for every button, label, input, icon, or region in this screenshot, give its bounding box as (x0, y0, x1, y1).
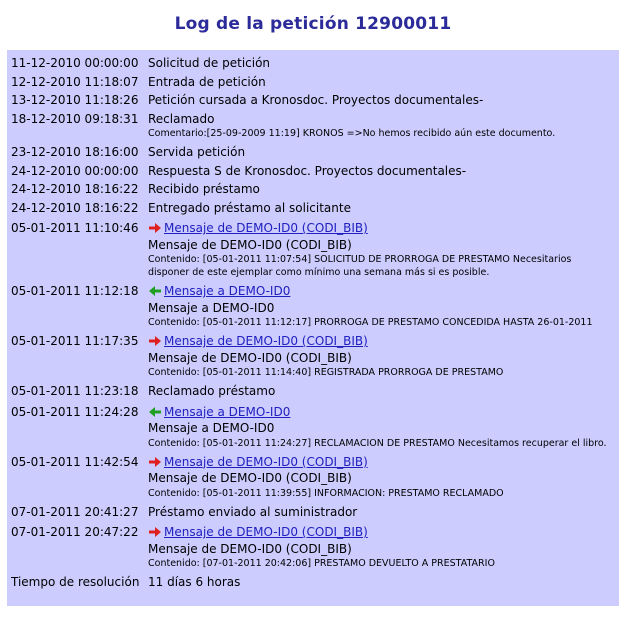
log-date: 24-12-2010 00:00:00 (11, 163, 139, 178)
page-title: Log de la petición 12900011 (174, 14, 452, 34)
log-table (10, 53, 616, 591)
log-date: 05-01-2011 11:42:54 (11, 454, 139, 469)
arrow-right-icon (148, 222, 162, 234)
log-date: 05-01-2011 11:10:46 (11, 221, 139, 235)
message-cell (147, 329, 616, 379)
log-event-text: Recibido préstamo (148, 182, 260, 196)
log-event (147, 140, 616, 161)
message-link[interactable]: Mensaje de DEMO-ID0 (CODI_BIB) (164, 525, 368, 539)
log-row (10, 500, 616, 521)
log-event-text: Reclamado (148, 111, 215, 126)
message-row (10, 216, 616, 279)
log-row (10, 161, 616, 180)
arrow-left-icon (148, 406, 162, 418)
log-date: 24-12-2010 18:16:22 (11, 200, 139, 215)
log-date: 05-01-2011 11:24:28 (11, 404, 139, 419)
message-row (10, 520, 616, 570)
message-sender: Mensaje de DEMO-ID0 (CODI_BIB) (148, 541, 352, 556)
log-date: 05-01-2011 11:23:18 (11, 384, 139, 398)
message-link[interactable]: Mensaje de DEMO-ID0 (CODI_BIB) (164, 334, 368, 348)
message-cell (147, 450, 616, 500)
log-row (10, 72, 616, 91)
message-content: Contenido: [05-01-2011 11:14:40] REGISTRADA PRORROGA DE PRESTAMO (148, 367, 504, 378)
log-event-text: Solicitud de petición (148, 56, 271, 70)
log-event (147, 90, 616, 109)
message-content: Contenido: [05-01-2011 11:07:54] SOLICITUD DE PRORROGA DE PRESTAMO Necesitarios disponer de este ejemplar como mínimo una semana más si es posible. (148, 254, 572, 278)
log-row (10, 53, 616, 72)
resolution-value: 11 días 6 horas (148, 575, 241, 589)
message-content: Contenido: [05-01-2011 11:12:17] PRORROGA DE PRESTAMO CONCEDIDA HASTA 26-01-2011 (148, 317, 593, 328)
log-event (147, 179, 616, 198)
log-row (10, 140, 616, 161)
arrow-right-icon (148, 526, 162, 538)
log-date: 07-01-2011 20:47:22 (11, 525, 139, 539)
log-row (10, 179, 616, 198)
log-row (10, 198, 616, 217)
message-row (10, 400, 616, 450)
log-panel (6, 49, 620, 607)
message-sender: Mensaje a DEMO-ID0 (148, 421, 275, 435)
log-row (10, 379, 616, 400)
log-event (147, 198, 616, 217)
arrow-left-icon (148, 285, 162, 297)
resolution-row (10, 570, 616, 591)
log-event-text: Reclamado préstamo (148, 384, 276, 398)
message-row (10, 450, 616, 500)
log-event (147, 379, 616, 400)
message-sender: Mensaje de DEMO-ID0 (CODI_BIB) (148, 350, 352, 365)
resolution-label: Tiempo de resolución (11, 575, 140, 589)
log-date: 05-01-2011 11:17:35 (11, 334, 139, 348)
log-date: 07-01-2011 20:41:27 (11, 504, 139, 519)
message-cell (147, 279, 616, 329)
message-row (10, 279, 616, 329)
log-date: 24-12-2010 18:16:22 (11, 182, 139, 196)
message-sender: Mensaje de DEMO-ID0 (CODI_BIB) (148, 237, 352, 252)
log-event-text: Servida petición (148, 145, 246, 159)
message-sender: Mensaje a DEMO-ID0 (148, 300, 275, 315)
message-row (10, 329, 616, 379)
log-row (10, 90, 616, 109)
log-event (147, 109, 616, 141)
log-date: 13-12-2010 11:18:26 (11, 93, 139, 107)
log-event-text: Préstamo enviado al suministrador (148, 504, 358, 519)
log-date: 18-12-2010 09:18:31 (11, 111, 139, 126)
log-event-text: Entrada de petición (148, 74, 266, 89)
log-event-text: Entregado préstamo al solicitante (148, 200, 351, 215)
log-event-text: Respuesta S de Kronosdoc. Proyectos documentales- (148, 163, 467, 178)
arrow-right-icon (148, 456, 162, 468)
message-link[interactable]: Mensaje de DEMO-ID0 (CODI_BIB) (164, 221, 368, 235)
message-content: Contenido: [07-01-2011 20:42:06] PRESTAMO DEVUELTO A PRESTATARIO (148, 558, 495, 569)
message-content: Contenido: [05-01-2011 11:24:27] RECLAMACION DE PRESTAMO Necesitamos recuperar el libro. (148, 437, 607, 449)
message-link[interactable]: Mensaje a DEMO-ID0 (164, 284, 291, 298)
message-cell (147, 400, 616, 450)
log-date: 05-01-2011 11:12:18 (11, 284, 139, 298)
log-date: 12-12-2010 11:18:07 (11, 74, 139, 89)
log-comment: Comentario:[25-09-2009 11:19] KRONOS =>No hemos recibido aún este documento. (148, 128, 556, 139)
message-link[interactable]: Mensaje a DEMO-ID0 (164, 404, 291, 419)
message-link[interactable]: Mensaje de DEMO-ID0 (CODI_BIB) (164, 454, 368, 469)
log-event (147, 53, 616, 72)
log-date: 23-12-2010 18:16:00 (11, 145, 139, 159)
log-event (147, 500, 616, 521)
log-event (147, 161, 616, 180)
log-row (10, 109, 616, 141)
message-cell (147, 520, 616, 570)
log-date: 11-12-2010 00:00:00 (11, 56, 139, 70)
message-cell (147, 216, 616, 279)
log-event (147, 72, 616, 91)
log-event-text: Petición cursada a Kronosdoc. Proyectos documentales- (148, 93, 484, 107)
message-content: Contenido: [05-01-2011 11:39:55] INFORMACION: PRESTAMO RECLAMADO (148, 487, 504, 499)
arrow-right-icon (148, 335, 162, 347)
message-sender: Mensaje de DEMO-ID0 (CODI_BIB) (148, 471, 352, 485)
